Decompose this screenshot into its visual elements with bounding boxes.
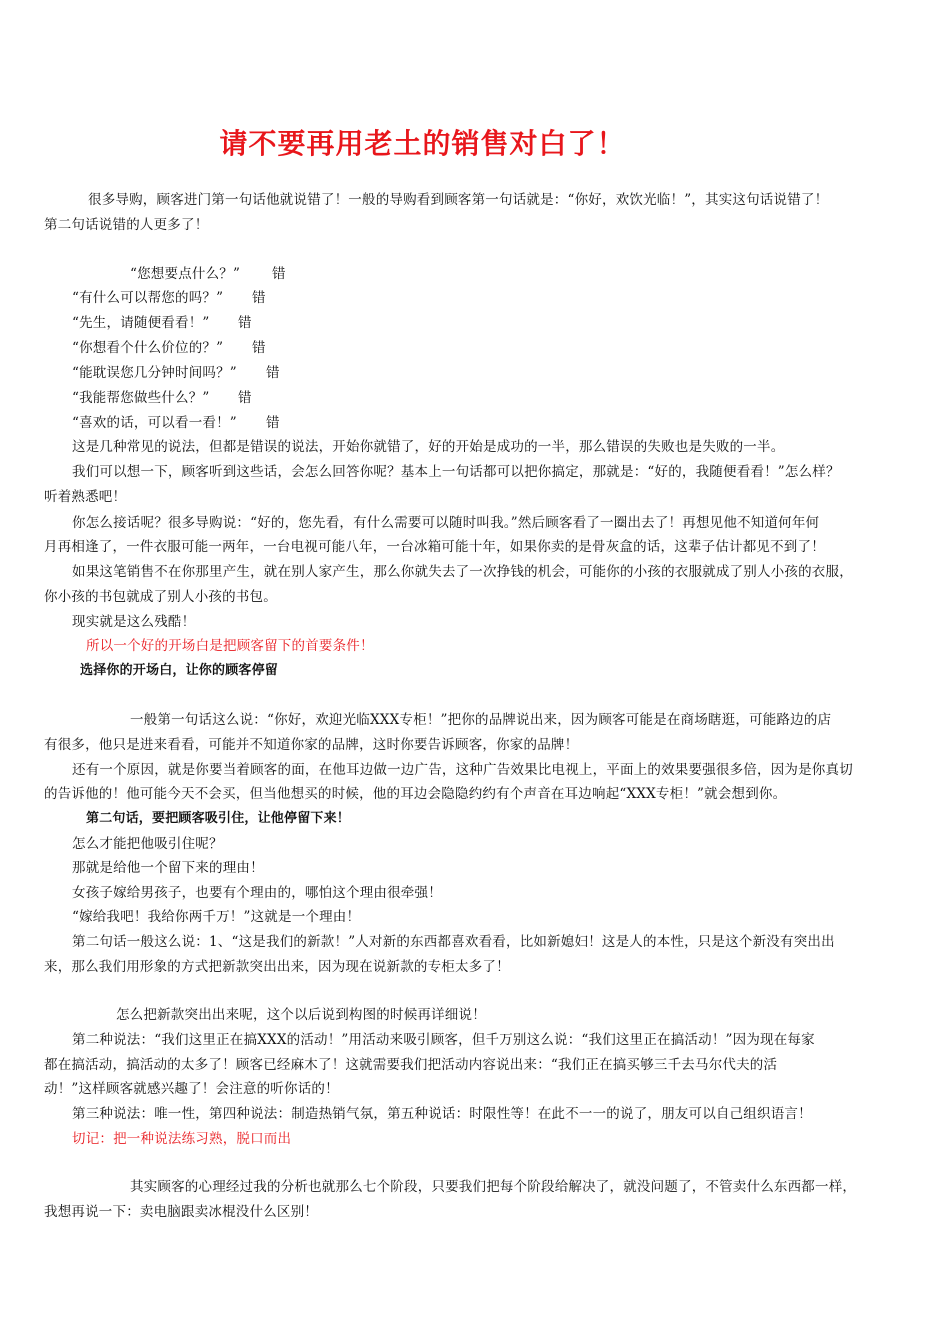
paragraph: 你怎么接话呢？很多导购说：“好的，您先看，有什么需要可以随时叫我。”然后顾客看了一圈出去了！再想见他不知道何年何 — [72, 515, 820, 531]
example-verdict: 错 — [238, 390, 252, 406]
highlight-red-text: 所以一个好的开场白是把顾客留下的首要条件！ — [86, 638, 374, 654]
example-verdict: 错 — [272, 266, 286, 282]
example-text: “我能帮您做些什么？” — [72, 390, 210, 406]
paragraph: 那就是给他一个留下来的理由！ — [72, 860, 264, 876]
example-item — [72, 313, 252, 333]
paragraph: 一般第一句话这么说：“你好，欢迎光临XXX专柜！”把你的品牌说出来，因为顾客可能是在商场瞎逛，可能路边的店 — [130, 712, 832, 728]
paragraph: 其实顾客的心理经过我的分析也就那么七个阶段，只要我们把每个阶段给解决了，就没问题了，不管卖什么东西都一样， — [130, 1179, 857, 1195]
paragraph: 来，那么我们用形象的方式把新款突出出来，因为现在说新款的专柜太多了！ — [44, 959, 510, 975]
example-text: “先生，请随便看看！” — [72, 315, 210, 331]
paragraph: 怎么把新款突出出来呢，这个以后说到构图的时候再详细说！ — [116, 1007, 486, 1023]
paragraph: 第三种说法：唯一性，第四种说法：制造热销气氛，第五种说话：时限性等！在此不一一的说了，朋友可以自己组织语言！ — [72, 1106, 812, 1122]
paragraph: 怎么才能把他吸引住呢？ — [72, 836, 223, 852]
example-text: “有什么可以帮您的吗？” — [72, 290, 224, 306]
paragraph: 我们可以想一下，顾客听到这些话，会怎么回答你呢？基本上一句话都可以把你搞定，那就是：“好的，我随便看看！”怎么样？ — [72, 464, 840, 480]
paragraph: 的告诉他的！他可能今天不会买，但当他想买的时候，他的耳边会隐隐约约有个声音在耳边响起“XXX专柜！”就会想到你。 — [44, 786, 787, 802]
example-verdict: 错 — [238, 315, 252, 331]
section-heading: 第二句话，要把顾客吸引住，让他停留下来！ — [86, 811, 351, 826]
example-verdict: 错 — [266, 415, 280, 431]
paragraph: 现实就是这么残酷！ — [72, 614, 196, 630]
example-item — [130, 264, 286, 284]
paragraph: 动！”这样顾客就感兴趣了！会注意的听你话的！ — [44, 1081, 339, 1097]
example-text: “能耽误您几分钟时间吗？” — [72, 365, 237, 381]
document-title: 请不要再用老土的销售对白了！ — [219, 127, 626, 160]
example-item — [72, 338, 266, 358]
paragraph: 女孩子嫁给男孩子，也要有个理由的，哪怕这个理由很牵强！ — [72, 885, 442, 901]
section-heading: 选择你的开场白，让你的顾客停留 — [80, 663, 279, 678]
example-item — [72, 388, 252, 408]
paragraph: 都在搞活动，搞活动的太多了！顾客已经麻木了！这就需要我们把活动内容说出来：“我们正在搞买够三千去马尔代夫的活 — [44, 1057, 778, 1073]
example-item — [72, 413, 280, 433]
example-text: “你想看个什么价位的？” — [72, 340, 224, 356]
example-verdict: 错 — [252, 340, 266, 356]
paragraph: 第二句话一般这么说：1、“这是我们的新款！”人对新的东西都喜欢看看，比如新媳妇！这是人的本性，只是这个新没有突出出 — [72, 934, 835, 950]
paragraph: “嫁给我吧！我给你两千万！”这就是一个理由！ — [72, 909, 361, 925]
paragraph: 我想再说一下：卖电脑跟卖冰棍没什么区别！ — [44, 1204, 318, 1220]
example-item — [72, 288, 266, 308]
paragraph: 这是几种常见的说法，但都是错误的说法，开始你就错了，好的开始是成功的一半，那么错误的失败也是失败的一半。 — [72, 439, 785, 455]
paragraph: 有很多，他只是进来看看，可能并不知道你家的品牌，这时你要告诉顾客，你家的品牌！ — [44, 737, 579, 753]
example-text: “您想要点什么？” — [130, 266, 241, 282]
paragraph: 如果这笔销售不在你那里产生，就在别人家产生，那么你就失去了一次挣钱的机会，可能你的小孩的衣服就成了别人小孩的衣服， — [72, 564, 853, 580]
example-item — [72, 363, 280, 383]
highlight-red-text: 切记：把一种说法练习熟，脱口而出 — [72, 1131, 292, 1147]
paragraph: 月再相逢了，一件衣服可能一两年，一台电视可能八年，一台冰箱可能十年，如果你卖的是骨灰盒的话，这辈子估计都见不到了！ — [44, 539, 825, 555]
paragraph: 你小孩的书包就成了别人小孩的书包。 — [44, 589, 277, 605]
paragraph: 听着熟悉吧！ — [44, 489, 127, 505]
example-verdict: 错 — [266, 365, 280, 381]
example-verdict: 错 — [252, 290, 266, 306]
paragraph: 第二种说法：“我们这里正在搞XXX的活动！”用活动来吸引顾客，但千万别这么说：“我们这里正在搞活动！”因为现在每家 — [72, 1032, 815, 1048]
example-text: “喜欢的话，可以看一看！” — [72, 415, 237, 431]
intro-line-2: 第二句话说错的人更多了！ — [44, 217, 209, 233]
paragraph: 还有一个原因，就是你要当着顾客的面，在他耳边做一边广告，这种广告效果比电视上，平面上的效果要强很多倍，因为是你真切 — [72, 762, 853, 778]
intro-line-1: 很多导购，顾客进门第一句话他就说错了！一般的导购看到顾客第一句话就是：“你好，欢饮光临！”，其实这句话说错了！ — [88, 192, 829, 208]
